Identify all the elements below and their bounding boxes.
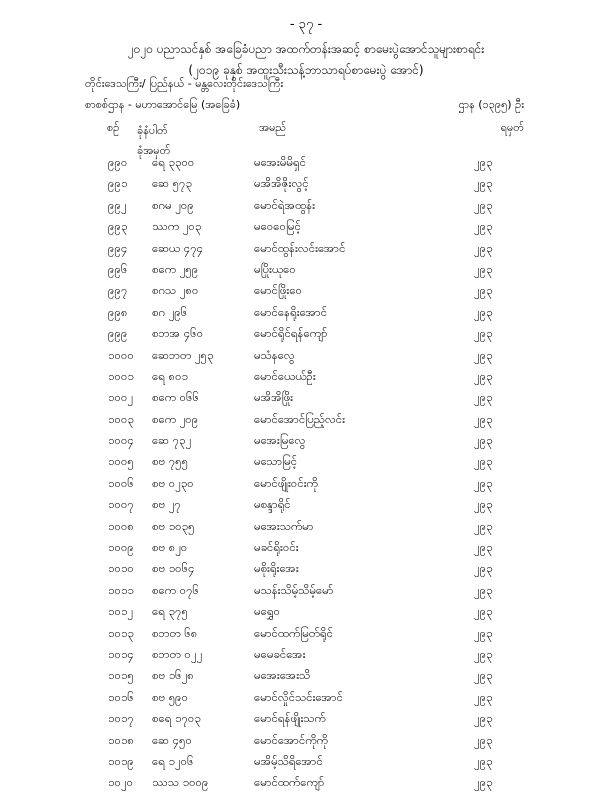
candidate-mark: ၂၉၃ [474, 411, 493, 426]
roll-number: ဆေယ ၄၇၄ [152, 240, 204, 255]
candidate-name: မောင်ရိုင်ရန်ကျော် [254, 326, 328, 341]
row-number: ၉၉၆ [108, 261, 128, 276]
row-number: ၁၀၀၈ [108, 518, 134, 533]
candidate-mark: ၂၉၃ [474, 518, 493, 533]
roll-number: စကေ ၂၅၉ [152, 261, 199, 276]
candidate-name: မအေးသက်မာ [254, 518, 314, 533]
table-row [0, 155, 612, 176]
roll-number: ရေ ၃၃၀၀ [152, 155, 195, 169]
page-number: - ၃၇ - [289, 17, 323, 32]
roll-number: စကေ ၀၆၆ [152, 390, 200, 405]
row-number: ၁၀၀၁ [108, 368, 134, 383]
candidate-name: မအိအိဇိုးလွင့် [254, 176, 309, 191]
candidate-mark: ၂၉၃ [474, 197, 493, 212]
table-row [0, 454, 612, 475]
table-row [0, 241, 612, 262]
candidate-name: မောင်ရန်ဖျိုးသက် [254, 711, 326, 726]
candidate-name: မခင်ရိုးဝင်း [254, 540, 299, 555]
row-number: ၁၀၀၂ [108, 390, 134, 405]
table-row [0, 262, 612, 283]
candidate-mark: ၂၉၃ [474, 326, 493, 341]
roll-number: စဘတ ၀၂၂ [152, 646, 203, 661]
row-number: ၉၉၇ [108, 283, 128, 298]
roll-number: စကေ ၀၇၆ [152, 582, 200, 597]
candidate-name: မောင်ထက်ကျော် [254, 775, 325, 790]
row-number: ၁၀၁၂ [108, 604, 134, 619]
candidate-mark: ၂၉၃ [474, 582, 493, 597]
table-row [0, 412, 612, 433]
results-table [0, 155, 612, 797]
row-number: ၁၀၁၈ [108, 732, 134, 747]
row-number: ၉၉၀ [108, 155, 128, 169]
roll-number: စဗ ၂၇ [152, 497, 181, 512]
candidate-name: မသန်းသိမ့်သိမ့်မော် [254, 582, 334, 597]
row-number: ၉၉၄ [108, 240, 128, 255]
table-row [0, 176, 612, 197]
table-row [0, 497, 612, 518]
row-number: ၁၀၀၃ [108, 411, 134, 426]
table-row [0, 348, 612, 369]
roll-number: စဗ ၁၀၆၄ [152, 561, 195, 576]
candidate-name: မအေးမြလွေ [254, 433, 306, 448]
row-number: ၁၀၁၉ [108, 753, 134, 768]
roll-number: ဿက ၂၀၃ [152, 219, 202, 234]
roll-number: ရေ ၁၂၀၆ [152, 753, 194, 768]
table-row [0, 305, 612, 326]
row-number: ၁၀၁၇ [108, 711, 134, 726]
candidate-name: မသောမြင့် [254, 454, 298, 469]
row-number: ၁၀၁၃ [108, 625, 134, 640]
candidate-mark: ၂၉၃ [474, 775, 493, 790]
candidate-mark: ၂၉၃ [474, 732, 493, 747]
roll-number: စဂ ၂၉၆ [152, 304, 188, 319]
table-row [0, 775, 612, 796]
row-number: ၁၀၂၀ [108, 775, 134, 790]
roll-number: စဂသ ၂၈၀ [152, 283, 199, 298]
table-row [0, 711, 612, 732]
header-name: အမည် [259, 121, 287, 134]
candidate-name: မအိအိဖြိုး [254, 390, 294, 405]
candidate-mark: ၂၉၃ [474, 561, 493, 576]
candidate-mark: ၂၉၃ [474, 347, 493, 362]
row-number: ၁၀၀၄ [108, 433, 134, 448]
candidate-name: မပြိုးယုဝေ [254, 261, 296, 276]
table-row [0, 198, 612, 219]
candidate-name: မအေးအေးသိ [254, 668, 311, 683]
table-row [0, 733, 612, 754]
row-number: ၁၀၁၁ [108, 582, 134, 597]
roll-number: ဆေ ၄၅၀ [152, 732, 192, 747]
row-number: ၁၀၁၅ [108, 668, 134, 683]
roll-number: စရေ ၁၇၀၃ [152, 711, 201, 726]
row-number: ၁၀၁၄ [108, 646, 134, 661]
roll-number: စဗ ၅၉၀ [152, 689, 189, 704]
candidate-mark: ၂၉၃ [474, 433, 493, 448]
table-row [0, 540, 612, 561]
table-row [0, 283, 612, 304]
candidate-name: မောင်အောင်ပြည့်လင်း [254, 411, 346, 426]
candidate-name: မသံနလွေ [254, 347, 295, 362]
table-row [0, 219, 612, 240]
row-number: ၁၀၀၇ [108, 497, 134, 512]
row-number: ၁၀၀၅ [108, 454, 134, 469]
row-number: ၁၀၁၀ [108, 561, 134, 576]
candidate-mark: ၂၉၃ [474, 304, 493, 319]
candidate-name: မောင်ထက်မြတ်ရိုင် [254, 625, 333, 640]
roll-number: စဗ ၈၂၀ [152, 540, 188, 555]
candidate-name: မရွှေဝ [254, 604, 281, 619]
roll-number: စဘတ ၆၈ [152, 625, 198, 640]
candidate-mark: ၂၉၃ [474, 261, 493, 276]
candidate-mark: ၂၉၃ [474, 540, 493, 555]
candidate-mark: ၂၉၃ [474, 689, 493, 704]
table-row [0, 583, 612, 604]
candidate-mark: ၂၉၃ [474, 625, 493, 640]
roll-number: ရေ ၈၀၁ [152, 368, 189, 383]
candidate-name: မောင်နေရိုးအောင် [254, 304, 328, 319]
roll-number: ဿသ ၁၀၀၉ [152, 775, 209, 790]
roll-number: ဆေဘတ ၂၅၃ [152, 347, 214, 362]
roll-number: ရေ ၃၇၅ [152, 604, 188, 619]
row-number: ၁၀၀၉ [108, 540, 134, 555]
header-no: စဉ် [107, 121, 120, 134]
document-subtitle: (၂၀၁၉ ခုနှစ် အထူးသီးသန့်ဘာသာရပ်စာမေးပွဲ အောင်) [188, 63, 424, 77]
candidate-name: မောင်ထွန်းလင်းအောင် [254, 240, 346, 255]
region-label: တိုင်းဒေသကြီး/ ပြည်နယ် - မန္တလေးတိုင်းဒေသကြီး [85, 77, 284, 90]
table-row [0, 668, 612, 689]
candidate-mark: ၂၉၃ [474, 240, 493, 255]
candidate-mark: ၂၉၃ [474, 711, 493, 726]
table-row [0, 390, 612, 411]
candidate-name: မစိုးရိုးအေး [254, 561, 299, 576]
candidate-name: မောင်လှိုင်သင်းအောင် [254, 689, 343, 704]
candidate-mark: ၂၉၃ [474, 646, 493, 661]
roll-number: ဆေ ၇၃၂ [152, 433, 192, 448]
candidate-mark: ၂၉၃ [474, 176, 493, 191]
table-row [0, 433, 612, 454]
candidate-mark: ၂၉၃ [474, 454, 493, 469]
row-number: ၁၀၀၆ [108, 475, 134, 490]
table-row [0, 519, 612, 540]
candidate-mark: ၂၉၃ [474, 368, 493, 383]
table-row [0, 647, 612, 668]
candidate-mark: ၂၉၃ [474, 753, 493, 768]
roll-number: စဗ ၁၆၂၈ [152, 668, 194, 683]
candidate-name: မောင်ဖြိုးဝေ [254, 283, 303, 298]
table-row [0, 369, 612, 390]
candidate-name: မစန္ဒာရိုင် [254, 497, 291, 512]
candidate-name: မောင်ဖျိုးဝင်းကို [254, 475, 318, 490]
candidate-mark: ၂၉၃ [474, 155, 493, 169]
candidate-mark: ၂၉၃ [474, 668, 493, 683]
row-number: ၉၉၁ [108, 176, 128, 191]
roll-number: စဂမ ၂၀၉ [152, 197, 194, 212]
table-row [0, 604, 612, 625]
row-number: ၉၉၃ [108, 219, 128, 234]
roll-number: စဗ ၇၅၅ [152, 454, 189, 469]
candidate-mark: ၂၉၃ [474, 475, 493, 490]
row-number: ၁၀၀၀ [108, 347, 134, 362]
header-roll-line2: ခုံအမှတ် [137, 144, 171, 157]
candidate-name: မောင်ယေယ်ဦး [254, 368, 316, 383]
year-count-label: ဌာန (၁၃၉၅) ဦး [458, 98, 524, 111]
row-number: ၉၉၈ [108, 304, 128, 319]
candidate-mark: ၂၉၃ [474, 390, 493, 405]
table-row [0, 690, 612, 711]
table-row [0, 754, 612, 775]
header-marks: ရမှတ် [500, 121, 524, 134]
roll-number: ဆေ ၅၇၃ [152, 176, 192, 191]
table-row [0, 626, 612, 647]
table-row [0, 326, 612, 347]
exam-center-label: စာစစ်ဌာန - မဟာအောင်မြေ (အခြေခံ) [85, 98, 241, 111]
row-number: ၉၉၉ [108, 326, 128, 341]
document-title: ၂၀၂၀ ပညာသင်နှစ် အခြေခံပညာ အထက်တန်းအဆင့် စာမေးပွဲအောင်သူများစာရင်း [127, 42, 485, 56]
candidate-name: မောင်ရဲအထွန်း [254, 197, 316, 212]
roll-number: စဘအ ၄၆၀ [152, 326, 204, 341]
candidate-name: မအေးမိမိရှင် [254, 155, 306, 169]
table-row [0, 561, 612, 582]
row-number: ၉၉၂ [108, 197, 127, 212]
candidate-mark: ၂၉၃ [474, 497, 493, 512]
candidate-mark: ၂၉၃ [474, 604, 493, 619]
candidate-name: မမေခင်အေး [254, 646, 306, 661]
candidate-name: မဝေဝေမြင့် [254, 219, 301, 234]
header-roll-line1: ခုံနံပါတ် [137, 124, 168, 137]
candidate-mark: ၂၉၃ [474, 219, 493, 234]
table-row [0, 476, 612, 497]
roll-number: စဗ ၀၂၃၀ [152, 475, 194, 490]
candidate-mark: ၂၉၃ [474, 283, 493, 298]
row-number: ၁၀၁၆ [108, 689, 134, 704]
candidate-name: မအိမ့်သိရိအောင် [254, 753, 323, 768]
roll-number: စဗ ၁၀၃၅ [152, 518, 195, 533]
candidate-name: မောင်အောင်ကိုကို [254, 732, 328, 747]
roll-number: စကေ ၂၀၉ [152, 411, 199, 426]
